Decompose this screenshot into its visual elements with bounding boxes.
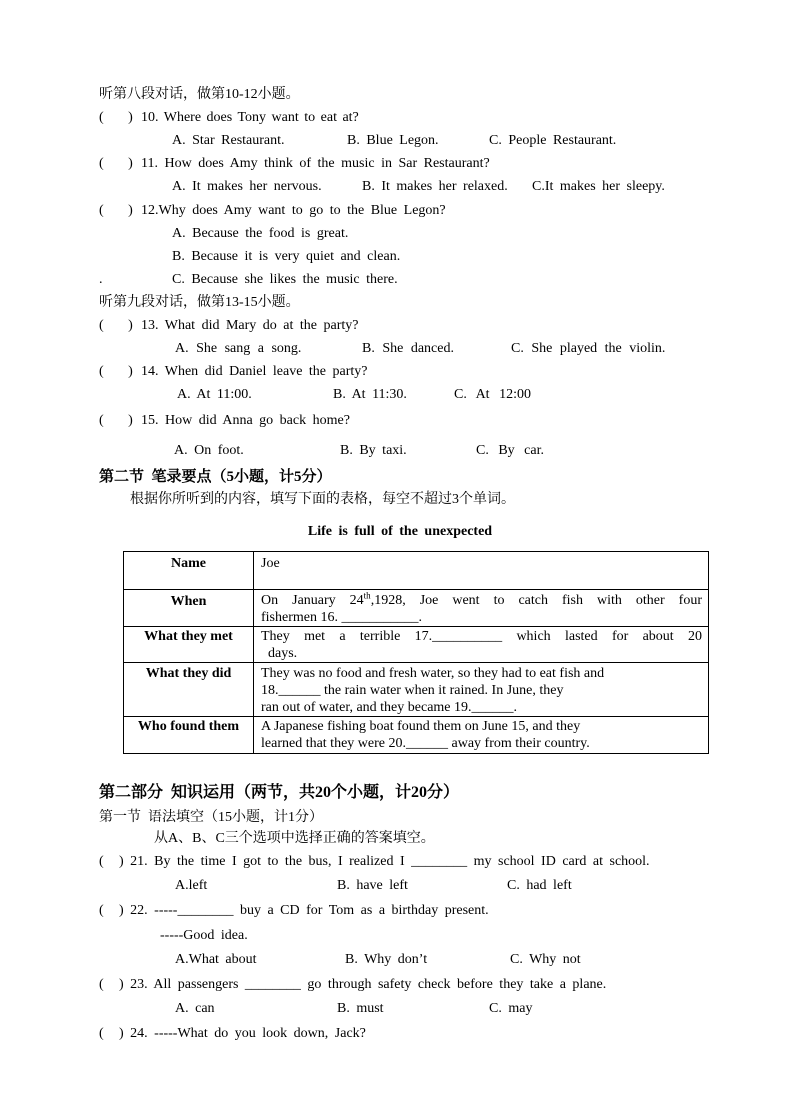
- row-value-found: [254, 717, 709, 754]
- when-line-2: fishermen 16. ___________.: [261, 610, 422, 625]
- part2-instruction: 从A、B、C三个选项中选择正确的答案填空。: [154, 831, 435, 846]
- table-row-found: [124, 717, 709, 754]
- q13-paren: ( ): [99, 318, 133, 333]
- did-line-1: They was no food and fresh water, so they had to eat fish and: [261, 666, 605, 681]
- table-row-did: [124, 663, 709, 717]
- met-line-1: They met a terrible 17.__________ which lasted for about 20: [261, 629, 702, 644]
- q12-option-c: C. Because she likes the music there.: [172, 272, 398, 287]
- q21-paren: (: [99, 854, 104, 869]
- q22-option-b: B. Why don’t: [345, 952, 428, 967]
- notes-table: [123, 551, 709, 754]
- table-title: Life is full of the unexpected: [307, 524, 493, 539]
- q13-option-c: C. She played the violin.: [511, 341, 666, 356]
- q23-option-c: C. may: [489, 1001, 533, 1016]
- when-line-1: On January 24th,1928, Joe went to catch fish with other four: [261, 590, 703, 608]
- q11-option-b: B. It makes her relaxed.: [362, 179, 508, 194]
- q10-stem: 10. Where does Tony want to eat at?: [141, 110, 359, 125]
- q23-option-a: A. can: [175, 1001, 215, 1016]
- row-header-did: What they did: [124, 663, 254, 717]
- part1-section2-instruction: 根据你所听到的内容，填写下面的表格，每空不超过3个单词。: [130, 492, 515, 507]
- q11-option-a: A. It makes her nervous.: [172, 179, 322, 194]
- q11-paren: ( ): [99, 156, 133, 171]
- q10-option-b: B. Blue Legon.: [347, 133, 439, 148]
- row-header-when: When: [124, 590, 254, 627]
- table-row-met: [124, 627, 709, 663]
- q24-paren: (: [99, 1026, 104, 1041]
- table-row-when: [124, 590, 709, 627]
- q23-paren: (: [99, 977, 104, 992]
- found-line-2: learned that they were 20.______ away from their country.: [261, 736, 590, 751]
- q15-option-c: C. By car.: [476, 443, 544, 458]
- row-value-name: Joe: [254, 552, 709, 590]
- row-header-found: Who found them: [124, 717, 254, 754]
- section8-instruction: 听第八段对话，做第10-12小题。: [99, 87, 300, 102]
- q14-option-b: B. At 11:30.: [333, 387, 407, 402]
- q11-stem: 11. How does Amy think of the music in Sar Restaurant?: [141, 156, 490, 171]
- q15-paren: ( ): [99, 413, 133, 428]
- q10-option-c: C. People Restaurant.: [489, 133, 617, 148]
- q22-option-a: A.What about: [175, 952, 257, 967]
- row-header-name: Name: [124, 552, 254, 590]
- q12-option-a: A. Because the food is great.: [172, 226, 349, 241]
- q14-option-a: A. At 11:00.: [177, 387, 252, 402]
- q22-stem: ) 22. -----________ buy a CD for Tom as a birthday present.: [119, 903, 489, 918]
- q12-paren: ( ): [99, 203, 133, 218]
- q12-option-b: B. Because it is very quiet and clean.: [172, 249, 401, 264]
- q12-stem: 12.Why does Amy want to go to the Blue Legon?: [141, 203, 446, 218]
- q13-option-a: A. She sang a song.: [175, 341, 302, 356]
- q14-paren: ( ): [99, 364, 133, 379]
- q23-option-b: B. must: [337, 1001, 384, 1016]
- q13-stem: 13. What did Mary do at the party?: [141, 318, 359, 333]
- row-value-did: [254, 663, 709, 717]
- q21-option-b: B. have left: [337, 878, 408, 893]
- q21-option-a: A.left: [175, 878, 208, 893]
- q15-option-b: B. By taxi.: [340, 443, 407, 458]
- found-line-1: A Japanese fishing boat found them on June 15, and they: [261, 719, 581, 734]
- q15-stem: 15. How did Anna go back home?: [141, 413, 350, 428]
- part2-title: 第二部分 知识运用（两节，共20个小题，计20分）: [99, 784, 460, 801]
- q21-option-c: C. had left: [507, 878, 572, 893]
- part1-section2-title: 第二节 笔录要点（5小题，计5分）: [99, 469, 332, 485]
- q24-stem: ) 24. -----What do you look down, Jack?: [119, 1026, 366, 1041]
- q15-option-a: A. On foot.: [174, 443, 244, 458]
- section9-instruction: 听第九段对话，做第13-15小题。: [99, 295, 300, 310]
- part2-section1-title: 第一节 语法填空（15小题，计1分）: [99, 810, 323, 825]
- q14-stem: 14. When did Daniel leave the party?: [141, 364, 368, 379]
- q10-option-a: A. Star Restaurant.: [172, 133, 285, 148]
- row-value-when: [254, 590, 709, 627]
- q13-option-b: B. She danced.: [362, 341, 454, 356]
- q21-stem: ) 21. By the time I got to the bus, I realized I ________ my school ID card at school.: [119, 854, 650, 869]
- did-line-3: ran out of water, and they became 19.______.: [261, 700, 518, 715]
- q14-option-c: C. At 12:00: [454, 387, 531, 402]
- met-line-2: days.: [268, 646, 298, 661]
- row-header-met: What they met: [124, 627, 254, 663]
- q11-option-c: C.It makes her sleepy.: [532, 179, 665, 194]
- q10-paren: ( ): [99, 110, 133, 125]
- did-line-2: 18.______ the rain water when it rained. In June, they: [261, 683, 564, 698]
- q22-reply: -----Good idea.: [160, 928, 248, 943]
- table-row-name: [124, 552, 709, 590]
- q23-stem: ) 23. All passengers ________ go through safety check before they take a plane.: [119, 977, 607, 992]
- stray-dot: .: [99, 272, 103, 287]
- q22-option-c: C. Why not: [510, 952, 581, 967]
- row-value-met: [254, 627, 709, 663]
- q22-paren: (: [99, 903, 104, 918]
